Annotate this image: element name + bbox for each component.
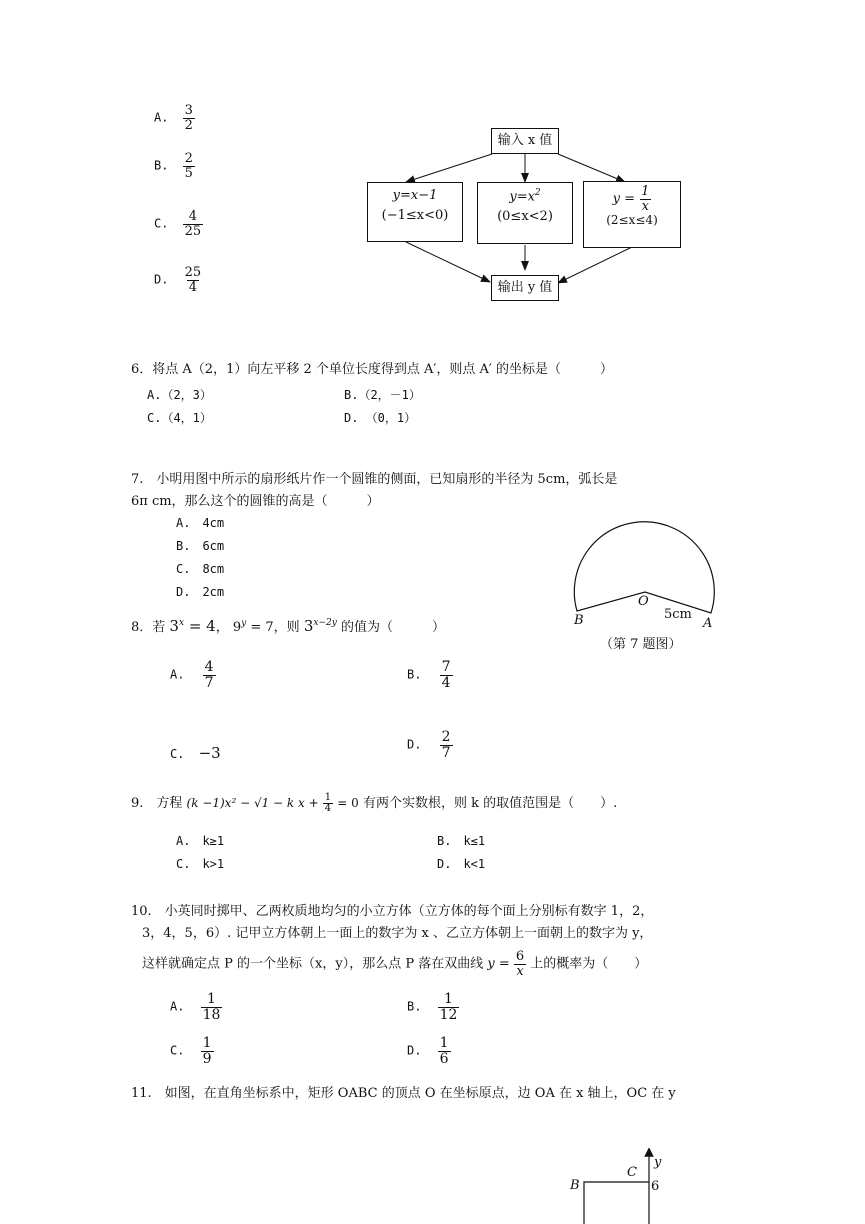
denominator: 4 xyxy=(441,674,451,691)
expr-base: 3 xyxy=(303,617,314,635)
denominator: 4 xyxy=(188,279,197,295)
q10-line2: 3，4，5，6）. 记甲立方体朝上一面上的数字为 x 、乙立方体朝上一面朝上的数字为 y， xyxy=(142,926,653,941)
radius-label: 5cm xyxy=(664,607,692,622)
q10-line1: 10. 小英同时掷甲、乙两枚质地均匀的小立方体（立方体的每个面上分别标有数字 1，2， xyxy=(131,904,654,919)
q8-stem: 8．若 3$^x$ = 4， 9$^y$ = 7，则 $3^{x-2y}$ 的值为（ ） xyxy=(131,617,445,635)
middle-exponent: 2 xyxy=(534,188,541,198)
option-label: A. xyxy=(154,110,169,125)
eq2-exponent: y xyxy=(241,618,247,629)
option-label: C. xyxy=(170,747,185,761)
fraction xyxy=(440,730,453,760)
denominator: 7 xyxy=(441,744,451,761)
flowchart-right-box xyxy=(583,181,681,248)
fraction xyxy=(183,210,204,238)
option-label: D. xyxy=(407,737,422,752)
q7-option-d: D. 2cm xyxy=(176,585,225,599)
numerator: 1 xyxy=(324,791,332,803)
option-value: −3 xyxy=(198,744,221,762)
point-b-label: B xyxy=(574,613,584,628)
option-label: D. xyxy=(407,1043,422,1058)
denominator: 9 xyxy=(202,1050,212,1067)
q9-stem xyxy=(131,792,617,815)
q8-suffix: 的值为（ ） xyxy=(340,620,445,635)
point-a-label: A xyxy=(703,616,713,631)
option-label: B. xyxy=(154,158,169,173)
curve-lhs: y = xyxy=(487,956,510,972)
fraction xyxy=(203,660,216,690)
point-o-label: O xyxy=(638,594,649,609)
q10-line3 xyxy=(142,950,647,978)
fraction xyxy=(183,152,195,180)
output-label: 输出 y 值 xyxy=(497,280,553,295)
right-fraction xyxy=(639,185,651,213)
denominator: 4 xyxy=(324,803,332,814)
q11-y-axis-label: y xyxy=(654,1155,662,1170)
left-range: (−1≤x<0) xyxy=(381,208,449,223)
option-label: C. xyxy=(170,1043,185,1058)
denominator: x xyxy=(516,963,524,979)
q6-option-c: C.（4，1） xyxy=(147,411,212,425)
numerator: 1 xyxy=(444,991,453,1007)
numerator: 2 xyxy=(441,729,451,745)
q6-option-a: A.（2，3） xyxy=(147,388,212,402)
expr-exponent: x−2y xyxy=(313,618,337,628)
q7-option-b: B. 6cm xyxy=(176,539,225,553)
denominator: 5 xyxy=(184,165,193,181)
numerator: 25 xyxy=(184,265,202,280)
q9-fraction xyxy=(323,793,333,815)
q10-line3-suffix: 上的概率为（ ） xyxy=(530,956,648,972)
option-label: B. xyxy=(407,999,422,1014)
option-label: A. xyxy=(170,999,185,1014)
denominator: 2 xyxy=(184,117,193,133)
middle-range: (0≤x<2) xyxy=(497,209,553,225)
q9-option-b: B. k≤1 xyxy=(437,834,486,848)
denominator: 18 xyxy=(202,1006,221,1023)
numerator: 1 xyxy=(439,1035,449,1051)
numerator: 6 xyxy=(515,949,525,964)
numerator: 1 xyxy=(207,991,216,1007)
q11-point-b: B xyxy=(570,1178,580,1193)
q10-line3-prefix: 这样就确定点 P 的一个坐标（x，y），那么点 P 落在双曲线 xyxy=(142,956,484,972)
q6-option-d: D. （0，1） xyxy=(344,411,417,425)
eq2-rhs: = 7 xyxy=(250,620,274,635)
flowchart-left-box xyxy=(367,182,463,242)
denominator: 25 xyxy=(184,223,202,239)
q5-option-c xyxy=(154,210,203,238)
denominator: 7 xyxy=(204,674,214,691)
q11-stem: 11. 如图，在直角坐标系中，矩形 OABC 的顶点 O 在坐标原点，边 OA 在 x 轴上，OC 在 y xyxy=(131,1086,676,1101)
q11-point-c: C xyxy=(627,1165,637,1180)
option-label: B. xyxy=(407,667,422,682)
fraction xyxy=(183,266,204,294)
q10-option-b xyxy=(407,992,459,1022)
middle-equation: y=x xyxy=(509,189,535,205)
numerator: 4 xyxy=(204,659,214,675)
q9-option-a: A. k≥1 xyxy=(176,834,225,848)
q6-stem: 6．将点 A（2，1）向左平移 2 个单位长度得到点 A′，则点 A′ 的坐标是（ ） xyxy=(131,362,613,377)
q7-stem-line2: 6π cm，那么这个的圆锥的高是（ ） xyxy=(131,494,380,509)
input-label: 输入 x 值 xyxy=(497,133,553,148)
fraction xyxy=(201,1036,214,1066)
q9-prefix: 9. 方程 xyxy=(131,796,183,811)
q8-option-a xyxy=(170,660,216,690)
fraction xyxy=(440,660,453,690)
eq2-base: 9 xyxy=(232,620,242,635)
option-label: A. xyxy=(170,667,185,682)
q8-prefix: 8．若 xyxy=(131,620,166,635)
q11-tick-label: 6 xyxy=(651,1179,660,1194)
denominator: 12 xyxy=(439,1006,458,1023)
fraction xyxy=(438,992,460,1022)
option-label: C. xyxy=(154,216,169,231)
q8-option-d xyxy=(407,730,453,760)
fraction xyxy=(201,992,223,1022)
q5-option-d xyxy=(154,266,203,294)
q5-option-a xyxy=(154,104,195,132)
fraction xyxy=(438,1036,451,1066)
flowchart-input-box xyxy=(491,128,559,154)
q9-equation-end: = 0 xyxy=(337,796,359,810)
option-label: D. xyxy=(154,272,169,287)
q7-stem-line1: 7. 小明用图中所示的扇形纸片作一个圆锥的侧面，已知扇形的半径为 5cm，弧长是 xyxy=(131,472,618,487)
q8-option-c xyxy=(170,744,221,762)
q9-equation: (k −1)x² − √1 − k x + xyxy=(186,796,319,810)
numerator: 1 xyxy=(641,184,650,199)
q9-option-d: D. k<1 xyxy=(437,857,486,871)
numerator: 4 xyxy=(188,209,197,224)
eq1-base: 3 xyxy=(169,617,179,635)
q10-option-a xyxy=(170,992,222,1022)
denominator: 6 xyxy=(439,1050,449,1067)
left-equation: y=x−1 xyxy=(392,188,438,203)
q6-option-b: B.（2，－1） xyxy=(344,388,421,402)
right-range: (2≤x≤4) xyxy=(606,213,658,228)
q9-option-c: C. k>1 xyxy=(176,857,225,871)
q9-suffix: 有两个实数根，则 k 的取值范围是（ ）. xyxy=(362,796,618,811)
numerator: 1 xyxy=(202,1035,212,1051)
q10-option-d xyxy=(407,1036,451,1066)
numerator: 3 xyxy=(184,103,193,118)
figure-caption: （第 7 题图） xyxy=(600,637,682,652)
flowchart-middle-box xyxy=(477,182,573,244)
flowchart-output-box xyxy=(491,275,559,301)
q5-option-b xyxy=(154,152,195,180)
curve-fraction xyxy=(514,950,526,978)
eq1-exponent: x xyxy=(178,618,185,628)
q7-option-a: A. 4cm xyxy=(176,516,225,530)
right-equation: y = xyxy=(612,191,635,207)
denominator: x xyxy=(641,198,649,214)
q8-mid: ，则 xyxy=(273,620,300,635)
numerator: 2 xyxy=(184,151,193,166)
q8-option-b xyxy=(407,660,453,690)
q10-option-c xyxy=(170,1036,214,1066)
fraction xyxy=(183,104,195,132)
eq1-rhs: = 4 xyxy=(188,617,216,635)
numerator: 7 xyxy=(441,659,451,675)
q7-option-c: C. 8cm xyxy=(176,562,225,576)
